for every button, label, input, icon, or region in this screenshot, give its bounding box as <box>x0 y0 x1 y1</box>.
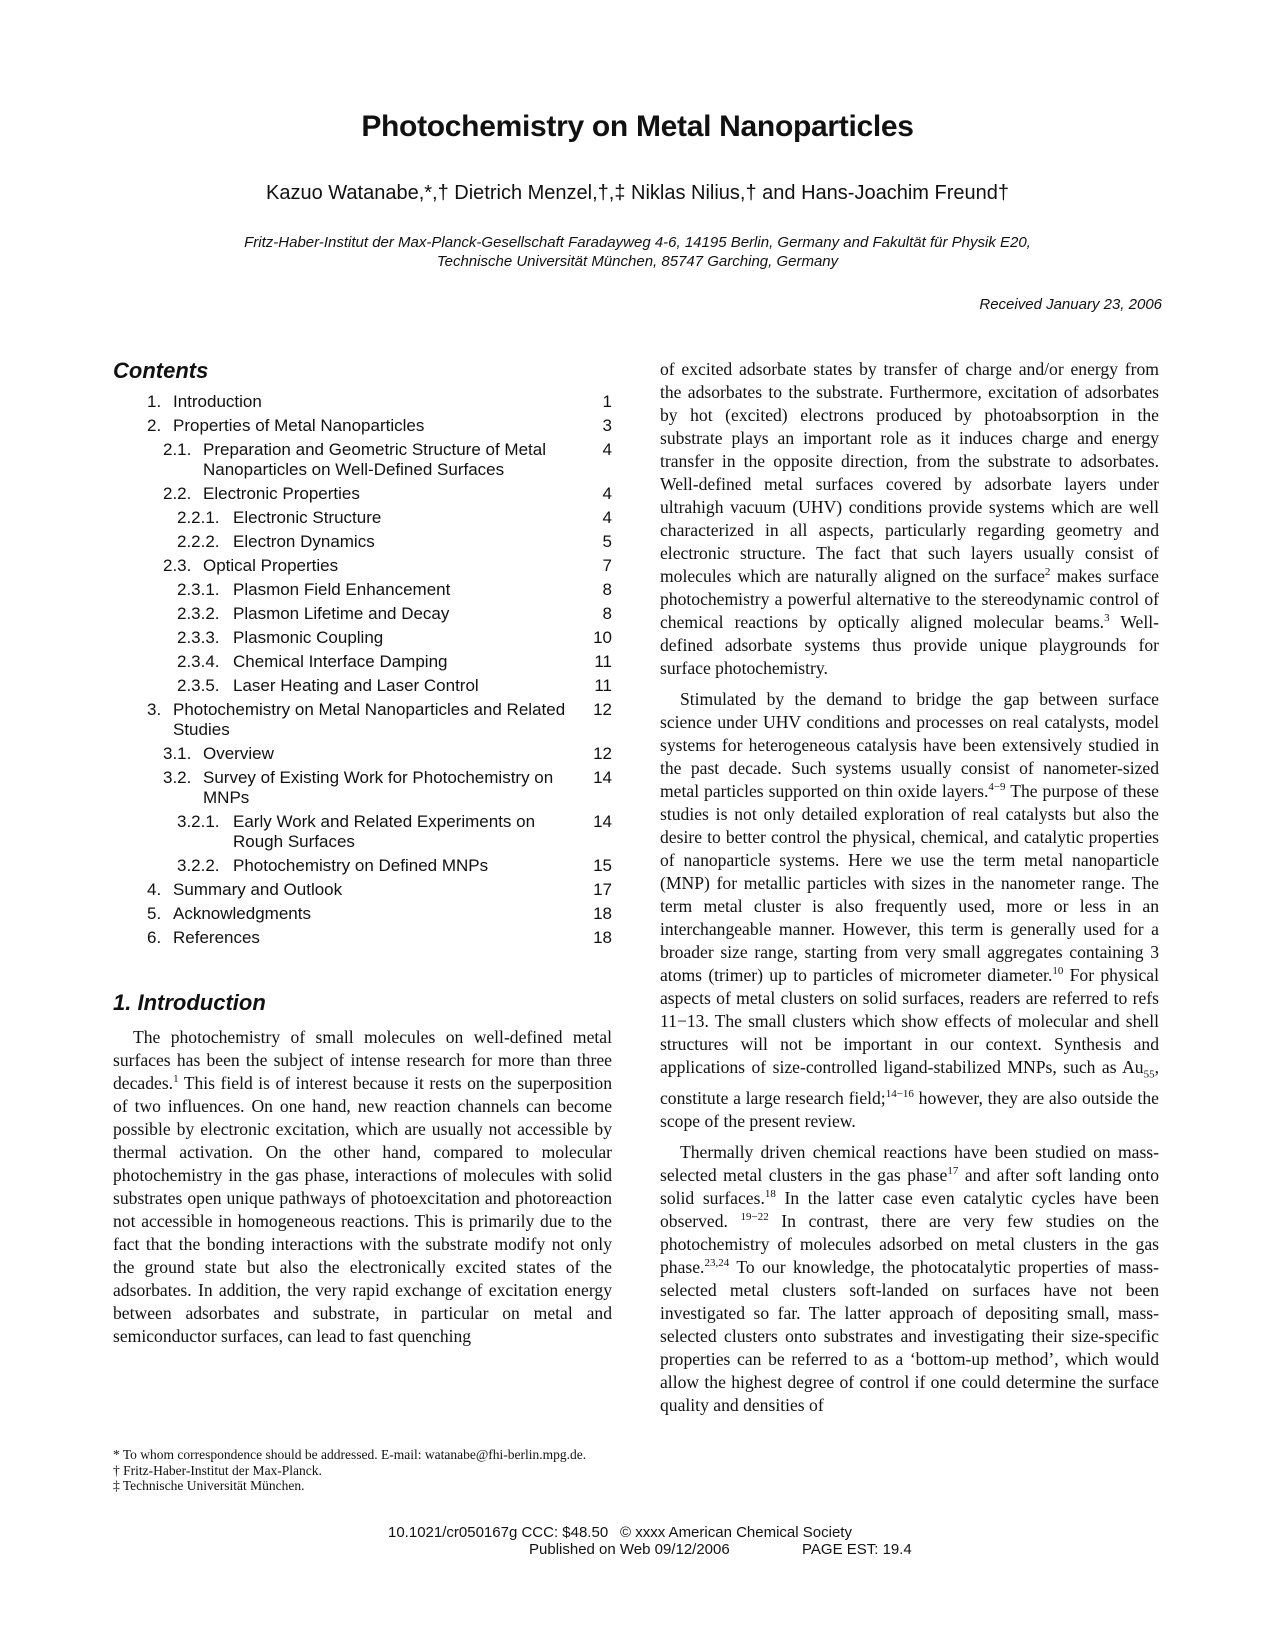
toc-entry-page: 8 <box>602 604 612 623</box>
reference-marker: 2 <box>1044 566 1051 579</box>
toc-entry-page: 14 <box>593 768 612 787</box>
contents-heading: Contents <box>113 358 209 383</box>
toc-entry-page: 17 <box>593 880 612 899</box>
toc-entry-title: Electron Dynamics <box>233 532 375 551</box>
toc-entry-page: 4 <box>602 508 612 527</box>
toc-entry[interactable] <box>113 812 612 852</box>
footnotes <box>113 1447 612 1494</box>
toc-entry-title: Photochemistry on Defined MNPs <box>233 856 489 875</box>
toc-entry-page: 5 <box>602 532 612 551</box>
toc-entry[interactable] <box>113 440 612 480</box>
toc-entry-title: Properties of Metal Nanoparticles <box>173 416 425 435</box>
author-list: Kazuo Watanabe,*,† Dietrich Menzel,†,‡ Niklas Nilius,† and Hans-Joachim Freund† <box>266 182 1009 204</box>
toc-entry-page: 11 <box>594 676 612 695</box>
body-paragraph: Stimulated by the demand to bridge the gap between surface science under UHV conditions and processes on real catalysts, model systems for heterogeneous catalysis have been extensively studied in the past decade. Such systems usually consist of nanometer-sized metal particles supported on thin oxide layers.$^{4-9}$ The purpose of these studies is not only detailed exploration of real catalysts but also the desire to better control the physical, chemical, and catalytic properties of nanoparticle systems. Here we use the term metal nanoparticle (MNP) for metallic particles with sizes in the nanometer range. The term metal cluster is also frequently used, more or less in an interchangeable manner. However, this term is generally used for a broader size range, starting from very small aggregates containing 3 atoms (trimer) up to particles of micrometer diameter.$^{10}$ For physical aspects of metal clusters on solid surfaces, readers are referred to refs 11−13. The small clusters which show effects of molecular and shell structures will not be important in our context. Synthesis and applications of size-controlled ligand-stabilized MNPs, such as $Au_{55}$, constitute a large research field;$^{14-16}$ however, they are also outside the scope of the present review. <box>660 689 1159 1131</box>
toc-entry[interactable] <box>113 604 612 624</box>
affiliations <box>0 233 1275 271</box>
toc-entry-page: 10 <box>593 628 612 647</box>
toc-entry[interactable] <box>113 556 612 576</box>
body-paragraph: Thermally driven chemical reactions have been studied on mass-selected metal clusters in the gas phase$^{17}$ and after soft landing onto solid surfaces.$^{18}$ In the latter case even catalytic cycles have been observed. $^{19-22}$ In contrast, there are very few studies on the photochemistry of molecules adsorbed on metal clusters in the gas phase.$^{23,24}$ To our knowledge, the photocatalytic properties of mass-selected metal clusters soft-landed on surfaces have not been investigated so far. The latter approach of depositing small, mass-selected clusters onto substrates and investigating their size-specific properties can be referred to as a ‘bottom-up method’, which would allow the highest degree of control if one could determine the surface quality and densities of <box>660 1141 1159 1415</box>
toc-entry[interactable] <box>113 904 612 924</box>
reference-marker: 19−22 <box>740 1210 769 1223</box>
toc-entry[interactable] <box>113 508 612 528</box>
table-of-contents <box>113 392 612 948</box>
published-date: Published on Web 09/12/2006 <box>529 1541 730 1558</box>
toc-entry-title: Overview <box>203 744 274 763</box>
affiliation-line-1: Fritz-Haber-Institut der Max-Planck-Gesellschaft Faradayweg 4-6, 14195 Berlin, Germany and Fakultät für Physik E20, <box>244 234 1031 251</box>
toc-entry[interactable] <box>113 744 612 764</box>
toc-entry-number: 2.2. <box>163 484 192 503</box>
toc-entry[interactable] <box>113 880 612 900</box>
affiliation-line-2: Technische Universität München, 85747 Garching, Germany <box>436 253 839 270</box>
toc-entry-title: Acknowledgments <box>173 904 311 923</box>
received-date: Received January 23, 2006 <box>979 296 1162 313</box>
toc-entry-title: Electronic Properties <box>203 484 360 503</box>
toc-entry-page: 4 <box>602 484 612 503</box>
toc-entry-number: 2.2.2. <box>177 532 220 551</box>
footnote-affiliation-1: † Fritz-Haber-Institut der Max-Planck. <box>113 1462 322 1478</box>
toc-entry-page: 18 <box>593 928 612 947</box>
page-estimate: PAGE EST: 19.4 <box>802 1541 912 1558</box>
toc-entry-title: Summary and Outlook <box>173 880 343 899</box>
toc-entry-page: 11 <box>594 652 612 671</box>
toc-entry-title: Early Work and Related Experiments on Rough Surfaces <box>233 812 536 851</box>
toc-entry[interactable] <box>113 676 612 696</box>
toc-entry[interactable] <box>113 532 612 552</box>
toc-entry-page: 7 <box>602 556 612 575</box>
copyright-notice: © xxxx American Chemical Society <box>620 1524 852 1541</box>
toc-entry-page: 12 <box>593 700 612 719</box>
toc-entry-number: 2.3.3. <box>177 628 220 647</box>
toc-entry-page: 15 <box>593 856 612 875</box>
toc-entry-number: 4. <box>147 880 162 899</box>
toc-entry-number: 2.2.1. <box>177 508 220 527</box>
toc-entry-title: Plasmon Lifetime and Decay <box>233 604 450 623</box>
toc-entry-page: 3 <box>602 416 612 435</box>
page-footer <box>0 1524 1275 1558</box>
toc-entry-number: 2.3.2. <box>177 604 220 623</box>
reference-marker: 18 <box>764 1187 776 1200</box>
body-paragraph: of excited adsorbate states by transfer of charge and/or energy from the adsorbates to the substrate. Furthermore, excitation of adsorbates by hot (excited) electrons produced by photoabsorption in the substrate plays an important role as it induces charge and energy transfer in the opposite direction, from the substrate to adsorbates. Well-defined metal surfaces covered by adsorbate layers under ultrahigh vacuum (UHV) conditions provide systems which are well characterized in all aspects, particularly regarding geometry and electronic structure. The fact that such layers usually consist of molecules which are naturally aligned on the surface$^2$ makes surface photochemistry a powerful alternative to the stereodynamic control of chemical reactions by optically aligned molecular beams.$^3$ Well-defined adsorbate systems thus provide unique playgrounds for surface photochemistry. <box>660 359 1159 678</box>
reference-marker: 10 <box>1052 965 1064 978</box>
toc-entry[interactable] <box>113 856 612 876</box>
toc-entry-number: 5. <box>147 904 162 923</box>
right-column <box>660 358 1159 1425</box>
toc-entry-number: 2.3.4. <box>177 652 220 671</box>
article-title: Photochemistry on Metal Nanoparticles <box>361 110 914 143</box>
toc-entry-number: 2. <box>147 416 162 435</box>
toc-entry-title: Chemical Interface Damping <box>233 652 448 671</box>
toc-entry[interactable] <box>113 392 612 412</box>
toc-entry-page: 12 <box>593 744 612 763</box>
toc-entry-number: 2.3.5. <box>177 676 220 695</box>
toc-entry[interactable] <box>113 768 612 808</box>
toc-entry-page: 8 <box>602 580 612 599</box>
toc-entry[interactable] <box>113 652 612 672</box>
reference-marker: 4−9 <box>988 781 1006 794</box>
toc-entry-title: Electronic Structure <box>233 508 382 527</box>
toc-entry-title: Introduction <box>173 392 262 411</box>
toc-entry-title: Optical Properties <box>203 556 339 575</box>
toc-entry-number: 6. <box>147 928 162 947</box>
toc-entry-number: 3.1. <box>163 744 192 763</box>
toc-entry-number: 3.2. <box>163 768 192 787</box>
footnote-correspondence: * To whom correspondence should be addressed. E-mail: watanabe@fhi-berlin.mpg.de. <box>113 1447 587 1462</box>
left-column <box>113 358 612 1348</box>
toc-entry-number: 2.1. <box>163 440 192 459</box>
toc-entry[interactable] <box>113 580 612 600</box>
reference-marker: 23,24 <box>704 1256 730 1269</box>
reference-marker: 3 <box>1104 612 1110 625</box>
toc-entry-number: 3.2.2. <box>177 856 220 875</box>
toc-entry-number: 3. <box>147 700 162 719</box>
reference-marker: 17 <box>947 1164 959 1177</box>
reference-marker: 14−16 <box>885 1087 914 1100</box>
toc-entry-title: Plasmon Field Enhancement <box>233 580 451 599</box>
doi-price: 10.1021/cr050167g CCC: $48.50 <box>388 1524 609 1541</box>
toc-entry[interactable] <box>113 416 612 436</box>
toc-entry[interactable] <box>113 700 612 740</box>
toc-entry-title: References <box>173 928 260 947</box>
toc-entry-number: 2.3. <box>163 556 192 575</box>
toc-entry[interactable] <box>113 628 612 648</box>
toc-entry-page: 1 <box>602 392 612 411</box>
toc-entry-title: Laser Heating and Laser Control <box>233 676 479 695</box>
toc-entry-number: 3.2.1. <box>177 812 220 831</box>
introduction-heading: 1. Introduction <box>113 990 266 1015</box>
reference-marker: 1 <box>173 1073 179 1086</box>
toc-entry[interactable] <box>113 484 612 504</box>
introduction-paragraph: The photochemistry of small molecules on well-defined metal surfaces has been the subject of intense research for more than three decades.$^1$ This field is of interest because it rests on the superposition of two influences. On one hand, new reaction channels can become possible by electronic excitation, which are usually not accessible by thermal activation. On the other hand, compared to molecular photochemistry in the gas phase, interactions of molecules with solid substrates open unique pathways of photoexcitation and photoreaction not accessible in homogeneous reactions. This is primarily due to the fact that the bonding interactions with the substrate modify not only the ground state but also the electronically excited states of the adsorbates. In addition, the very rapid exchange of excitation energy between adsorbates and substrate, in particular on metal and semiconductor surfaces, can lead to fast quenching <box>113 1027 612 1346</box>
footnote-affiliation-2: ‡ Technische Universität München. <box>113 1478 305 1493</box>
toc-entry-page: 4 <box>602 440 612 459</box>
toc-entry-title: Preparation and Geometric Structure of Metal Nanoparticles on Well-Defined Surfaces <box>203 440 546 479</box>
toc-entry-title: Photochemistry on Metal Nanoparticles and Related Studies <box>173 700 566 739</box>
subscript: 55 <box>1143 1068 1155 1081</box>
toc-entry-number: 1. <box>147 392 162 411</box>
toc-entry-number: 2.3.1. <box>177 580 220 599</box>
toc-entry-page: 14 <box>593 812 612 831</box>
toc-entry-page: 18 <box>593 904 612 923</box>
toc-entry-title: Plasmonic Coupling <box>233 628 384 647</box>
toc-entry-title: Survey of Existing Work for Photochemistry on MNPs <box>203 768 554 807</box>
toc-entry[interactable] <box>113 928 612 948</box>
